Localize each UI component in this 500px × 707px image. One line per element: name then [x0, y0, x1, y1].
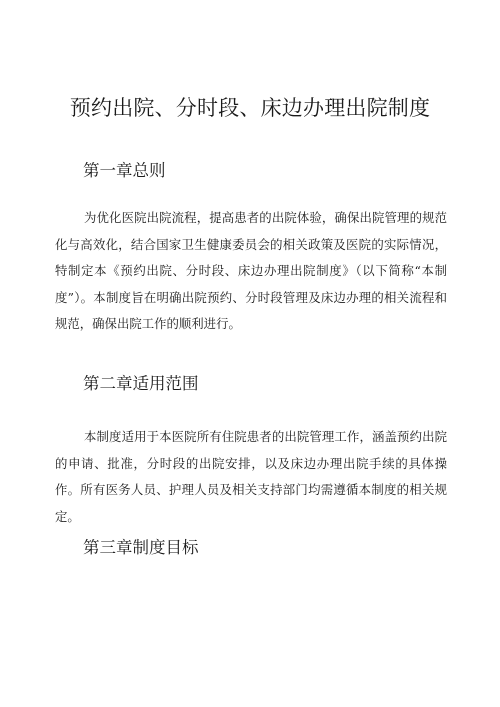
chapter-2-heading: 第二章适用范围	[83, 374, 199, 393]
chapter-1-paragraph: 为优化医院出院流程，提高患者的出院体验，确保出院管理的规范化与高效化，结合国家卫生健康委员会的相关政策及医院的实际情况，特制定本《预约出院、分时段、床边办理出院制度》（以下简称“本制度”）。本制度旨在明确出院预约、分时段管理及床边办理的相关流程和规范，确保出院工作的顺利进行。	[55, 210, 447, 332]
document-title: 预约出院、分时段、床边办理出院制度	[69, 96, 431, 120]
chapter-3-heading: 第三章制度目标	[83, 538, 199, 557]
chapter-2-paragraph: 本制度适用于本医院所有住院患者的出院管理工作，涵盖预约出院的申请、批准，分时段的出院安排，以及床边办理出院手续的具体操作。所有医务人员、护理人员及相关支持部门均需遵循本制度的相关规定。	[55, 429, 447, 524]
chapter-1-heading: 第一章总则	[83, 161, 166, 180]
